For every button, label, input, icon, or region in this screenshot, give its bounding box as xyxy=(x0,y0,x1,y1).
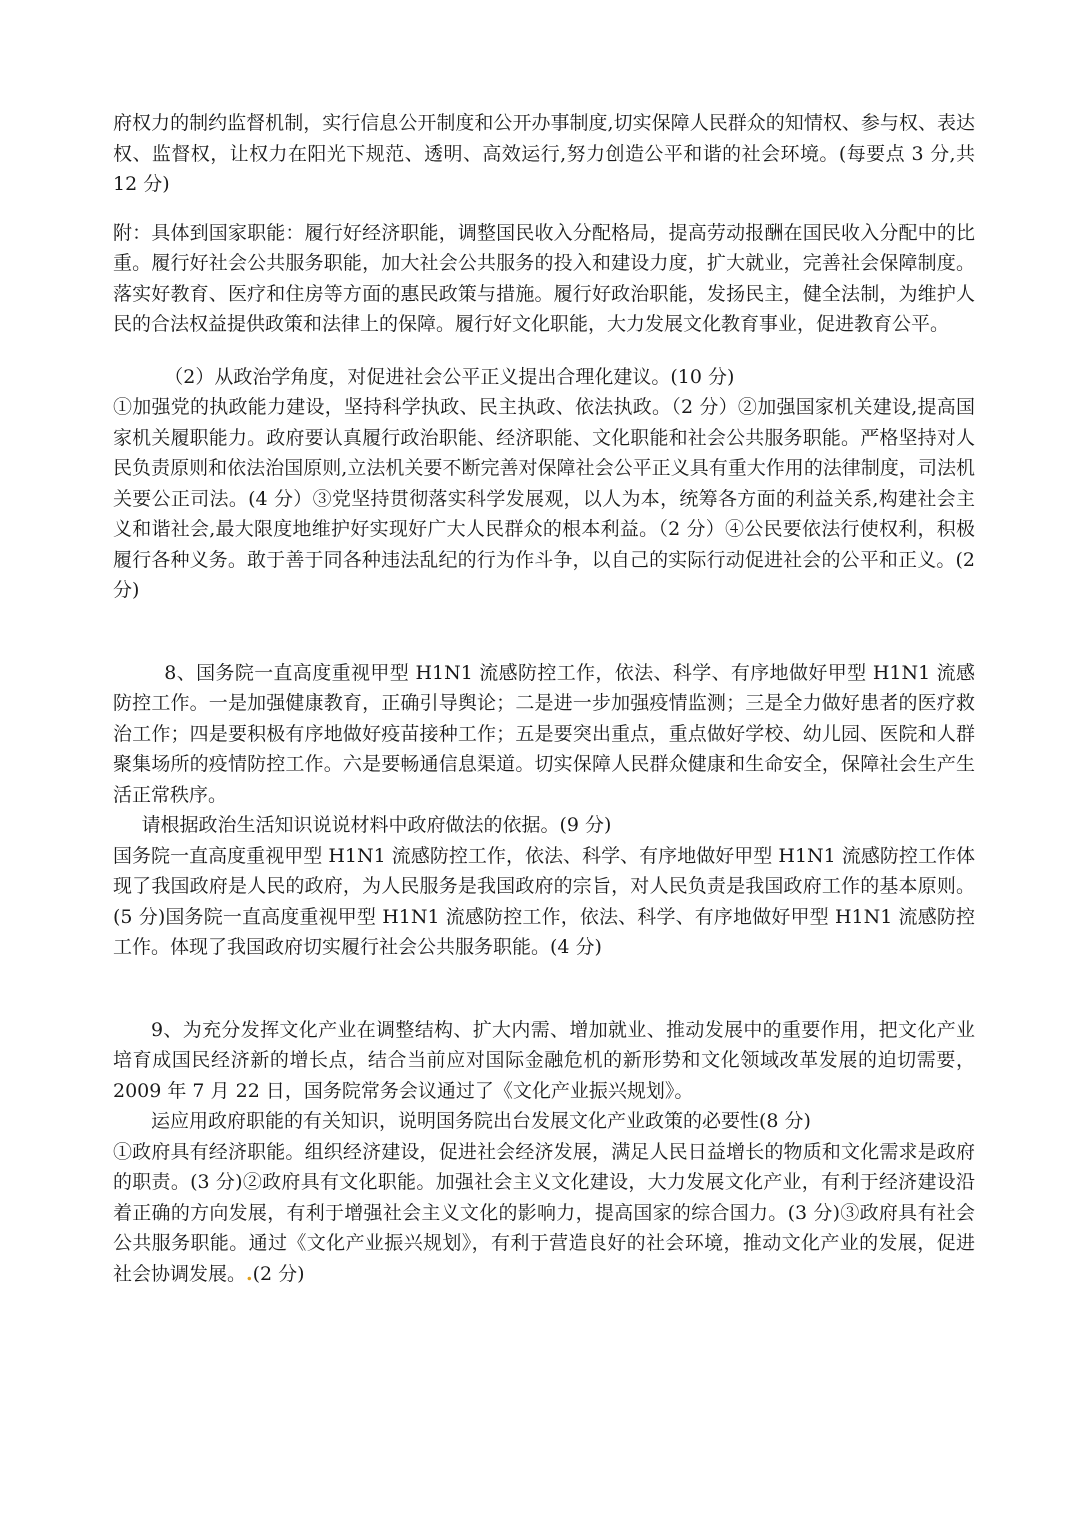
spacer xyxy=(113,200,975,218)
answer-8: 国务院一直高度重视甲型 H1N1 流感防控工作，依法、科学、有序地做好甲型 H1N1 流感防控工作体现了我国政府是人民的政府，为人民服务是我国政府的宗旨，对人民负责是我国政府工作的基本原则。(5 分)国务院一直高度重视甲型 H1N1 流感防控工作，依法、科学、有序地做好甲型 H1N1 流感防控工作。体现了我国政府切实履行社会公共服务职能。(4 分) xyxy=(113,844,975,958)
material-8: 8、国务院一直高度重视甲型 H1N1 流感防控工作，依法、科学、有序地做好甲型 H1N1 流感防控工作。一是加强健康教育，正确引导舆论；二是进一步加强疫情监测；三是全力做好患者的医疗救治工作；四是要积极有序地做好疫苗接种工作；五是要突出重点，重点做好学校、幼儿园、医院和人群聚集场所的疫情防控工作。六是要畅通信息渠道。切实保障人民群众健康和生命安全，保障社会生产生活正常秩序。 xyxy=(113,661,975,806)
document-page xyxy=(113,108,975,1289)
paragraph-block1: 府权力的制约监督机制，实行信息公开制度和公开办事制度,切实保障人民群众的知情权、参与权、表达权、监督权，让权力在阳光下规范、透明、高效运行,努力创造公平和谐的社会环境。(每要点 3 分,共 12 分) xyxy=(113,112,975,195)
paragraph-appendix: 附：具体到国家职能：履行好经济职能，调整国民收入分配格局，提高劳动报酬在国民收入分配中的比重。履行好社会公共服务职能，加大社会公共服务的投入和建设力度，扩大就业，完善社会保障制度。落实好教育、医疗和住房等方面的惠民政策与措施。履行好政治职能，发扬民主，健全法制，为维护人民的合法权益提供政策和法律上的保障。履行好文化职能，大力发展文化教育事业，促进教育公平。 xyxy=(113,221,975,335)
spacer xyxy=(113,340,975,362)
spacer xyxy=(113,963,975,1015)
spacer xyxy=(113,606,975,658)
question-9: 运应用政府职能的有关知识，说明国务院出台发展文化产业政策的必要性(8 分) xyxy=(151,1110,811,1132)
answer-2: ①加强党的执政能力建设，坚持科学执政、民主执政、依法执政。（2 分）②加强国家机关建设,提高国家机关履职能力。政府要认真履行政治职能、经济职能、文化职能和社会公共服务职能。严格坚持对人民负责原则和依法治国原则,立法机关要不断完善对保障社会公平正义具有重大作用的法律制度，司法机关要公正司法。(4 分）③党坚持贯彻落实科学发展观，以人为本，统筹各方面的利益关系,构建社会主义和谐社会,最大限度地维护好实现好广大人民群众的根本利益。（2 分）④公民要依法行使权利，积极履行各种义务。敢于善于同各种违法乱纪的行为作斗争，以自己的实际行动促进社会的公平和正义。(2 分) xyxy=(113,396,975,601)
question-2: （2）从政治学角度，对促进社会公平正义提出合理化建议。(10 分) xyxy=(164,365,735,388)
question-8: 请根据政治生活知识说说材料中政府做法的依据。(9 分) xyxy=(141,814,612,836)
answer-9-score: (2 分) xyxy=(252,1262,305,1285)
answer-9-dot: . xyxy=(246,1262,253,1285)
material-9: 9、为充分发挥文化产业在调整结构、扩大内需、增加就业、推动发展中的重要作用，把文化产业培育成国民经济新的增长点，结合当前应对国际金融危机的新形势和文化领域改革发展的迫切需要，2009 年 7 月 22 日，国务院常务会议通过了《文化产业振兴规划》。 xyxy=(113,1018,975,1102)
answer-9-text: ①政府具有经济职能。组织经济建设，促进社会经济发展，满足人民日益增长的物质和文化需求是政府的职责。(3 分)②政府具有文化职能。加强社会主义文化建设，大力发展文化产业，有利于经济建设沿着正确的方向发展，有利于增强社会主义文化的影响力，提高国家的综合国力。(3 分)③政府具有社会公共服务职能。通过《文化产业振兴规划》，有利于营造良好的社会环境，推动文化产业的发展，促进社会协调发展。 xyxy=(113,1140,975,1285)
answer-9 xyxy=(113,1137,975,1290)
